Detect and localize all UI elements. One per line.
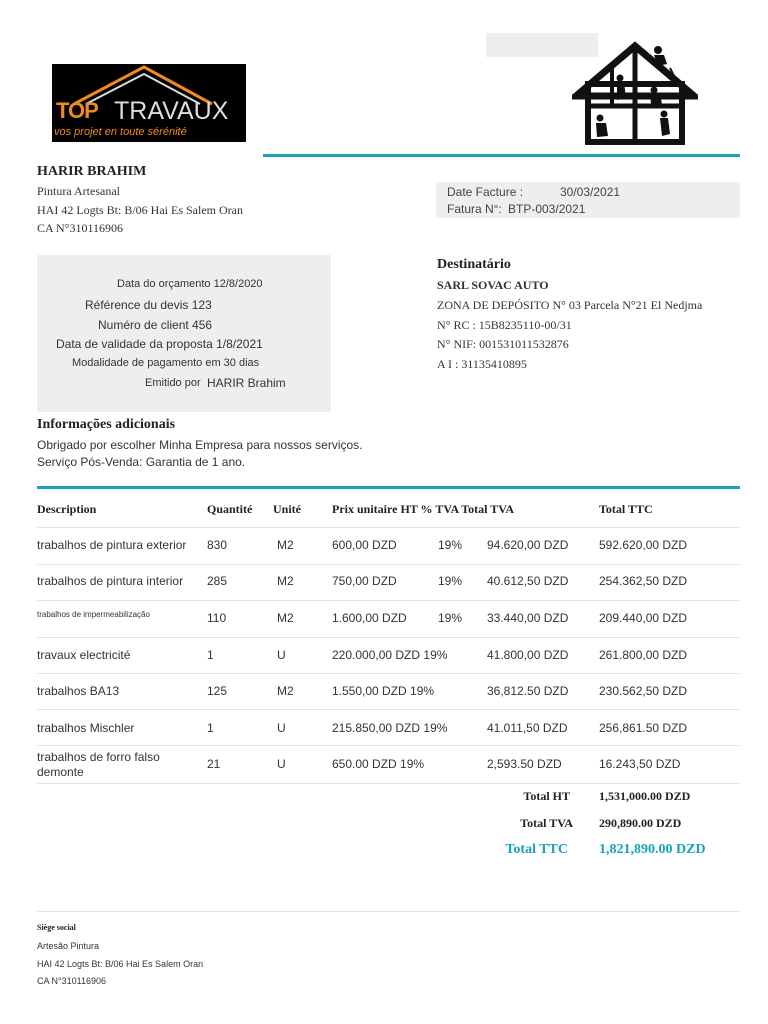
row1-unit: M2 (277, 538, 294, 552)
additional-info-line1: Obrigado por escolher Minha Empresa para nossos serviços. (37, 438, 363, 452)
row-divider (37, 637, 740, 638)
sender-ca-number: CA N°310116906 (37, 221, 124, 235)
row2-quantity: 285 (207, 574, 228, 588)
sender-address: HAI 42 Logts Bt: B/06 Hai Es Salem Oran (37, 203, 243, 217)
row3-vat-total: 33.440,00 DZD (487, 611, 569, 625)
row4-price-vat: 220.000,00 DZD 19% (332, 648, 448, 662)
row4-total: 261.800,00 DZD (599, 648, 688, 662)
row4-description: travaux electricité (37, 648, 131, 662)
header-price-vat: Prix unitaire HT % TVA Total TVA (332, 502, 515, 516)
row1-quantity: 830 (207, 538, 228, 552)
total-ht-label: Total HT (523, 789, 570, 803)
row7-total: 16.243,50 DZD (599, 757, 681, 771)
logo-slogan: vos projet en toute sérénité (54, 126, 187, 138)
recipient-name: SARL SOVAC AUTO (437, 278, 549, 292)
table-divider (37, 486, 740, 489)
client-number: Numéro de client 456 (98, 318, 213, 332)
sender-name: HARIR BRAHIM (37, 164, 147, 179)
footer-ca-number: CA N°310116906 (37, 976, 106, 986)
row3-vat: 19% (438, 611, 463, 625)
row6-price-vat: 215.850,00 DZD 19% (332, 721, 448, 735)
row2-vat-total: 40.612,50 DZD (487, 574, 569, 588)
row7-price-vat: 650.00 DZD 19% (332, 757, 425, 771)
row7-unit: U (277, 757, 286, 771)
total-tva-value: 290,890.00 DZD (599, 816, 682, 830)
house-workers-icon (572, 38, 698, 146)
row3-unit: M2 (277, 611, 294, 625)
header-quantity: Quantité (207, 502, 253, 516)
row-divider (37, 564, 740, 565)
row4-unit: U (277, 648, 286, 662)
total-ttc-value: 1,821,890.00 DZD (599, 842, 706, 857)
footer-company: Artesão Pintura (37, 941, 100, 951)
row-divider (37, 745, 740, 746)
row3-description: trabalhos de impermeabilização (37, 610, 150, 619)
row3-quantity: 110 (207, 611, 227, 625)
header-description: Description (37, 502, 97, 516)
row6-total: 256,861.50 DZD (599, 721, 688, 735)
row1-total: 592.620,00 DZD (599, 538, 688, 552)
row-divider (37, 783, 740, 784)
invoice-date-value: 30/03/2021 (560, 185, 621, 199)
row-divider (37, 709, 740, 710)
row7-description-line1: trabalhos de forro falso (37, 750, 160, 764)
footer-divider (37, 911, 740, 912)
recipient-address: ZONA DE DEPÓSITO N° 03 Parcela N°21 El Nedjma (437, 298, 703, 312)
header-unit: Unité (273, 502, 301, 516)
row-divider (37, 600, 740, 601)
row7-vat-total: 2,593.50 DZD (487, 757, 562, 771)
row1-description: trabalhos de pintura exterior (37, 538, 187, 552)
total-ht-value: 1,531,000.00 DZD (599, 789, 691, 803)
payment-terms: Modalidade de pagamento em 30 dias (72, 357, 260, 369)
logo-word-top: TOP (56, 98, 98, 123)
row4-vat-total: 41.800,00 DZD (487, 648, 569, 662)
invoice-number-value: BTP-003/2021 (508, 202, 586, 216)
issued-by-name: HARIR Brahim (207, 376, 286, 390)
row6-description: trabalhos Mischler (37, 721, 135, 735)
logo-word-travaux: TRAVAUX (114, 97, 229, 125)
row2-vat: 19% (438, 574, 463, 588)
company-logo (52, 64, 246, 142)
additional-info-line2: Serviço Pós-Venda: Garantia de 1 ano. (37, 455, 246, 469)
row5-description: trabalhos BA13 (37, 684, 120, 698)
header-divider (263, 154, 740, 157)
footer-address: HAI 42 Logts Bt: B/06 Hai Es Salem Oran (37, 959, 204, 969)
row-divider (37, 527, 740, 528)
row3-total: 209.440,00 DZD (599, 611, 688, 625)
row5-vat-total: 36,812.50 DZD (487, 684, 569, 698)
row1-vat-total: 94.620,00 DZD (487, 538, 569, 552)
row2-description: trabalhos de pintura interior (37, 574, 184, 588)
recipient-nif: N° NIF: 001531011532876 (437, 337, 569, 351)
row7-quantity: 21 (207, 757, 221, 771)
additional-info-title: Informações adicionais (37, 417, 176, 432)
recipient-ai: A I : 31135410895 (437, 357, 527, 371)
invoice-number-label: Fatura N°: (447, 202, 502, 216)
invoice-info-box (436, 182, 740, 218)
row5-unit: M2 (277, 684, 294, 698)
row3-price: 1.600,00 DZD (332, 611, 407, 625)
recipient-rc: N° RC : 15B8235110-00/31 (437, 318, 572, 332)
sender-activity: Pintura Artesanal (37, 184, 120, 198)
footer-title: Siège social (37, 923, 76, 932)
total-tva-label: Total TVA (520, 816, 573, 830)
row5-price-vat: 1.550,00 DZD 19% (332, 684, 435, 698)
quote-info-box (37, 255, 331, 412)
issued-by-label: Emitido por (145, 377, 201, 389)
row2-price: 750,00 DZD (332, 574, 397, 588)
quote-validity: Data de validade da proposta 1/8/2021 (56, 337, 263, 351)
row1-vat: 19% (438, 538, 463, 552)
row2-total: 254.362,50 DZD (599, 574, 688, 588)
recipient-title: Destinatário (437, 257, 511, 272)
row2-unit: M2 (277, 574, 294, 588)
row6-quantity: 1 (207, 721, 214, 735)
quote-reference: Référence du devis 123 (85, 298, 212, 312)
row5-total: 230.562,50 DZD (599, 684, 688, 698)
invoice-date-label: Date Facture : (447, 185, 524, 199)
row4-quantity: 1 (207, 648, 214, 662)
row5-quantity: 125 (207, 684, 228, 698)
row-divider (37, 673, 740, 674)
total-ttc-label: Total TTC (505, 842, 568, 857)
row6-vat-total: 41.011,50 DZD (487, 721, 568, 735)
quote-date: Data do orçamento 12/8/2020 (117, 278, 263, 290)
row6-unit: U (277, 721, 286, 735)
row7-description-line2: demonte (37, 765, 84, 779)
header-total-ttc: Total TTC (599, 502, 653, 516)
row1-price: 600,00 DZD (332, 538, 397, 552)
